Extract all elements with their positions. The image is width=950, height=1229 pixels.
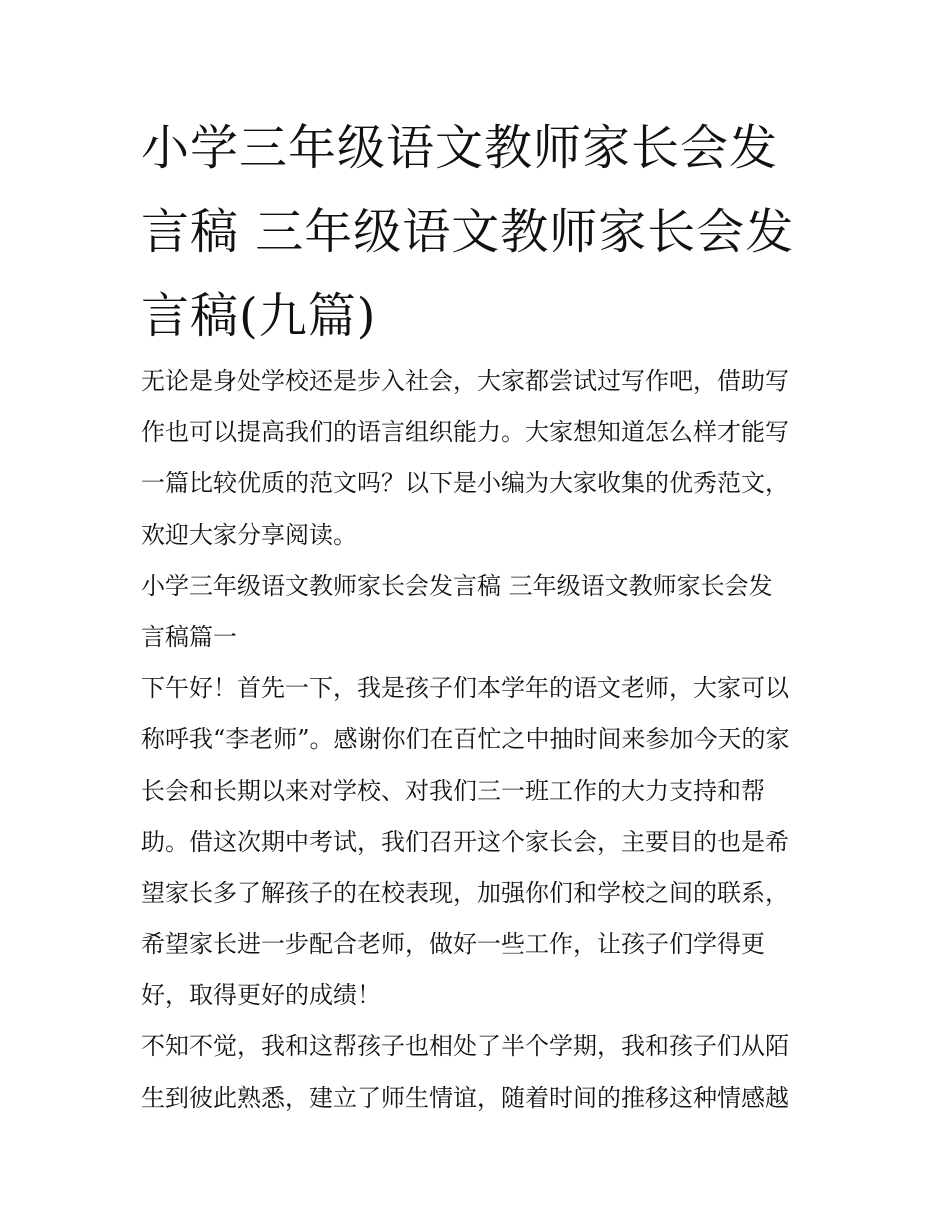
text-line: 无论是身处学校还是步入社会，大家都尝试过写作吧，借助写: [141, 367, 789, 395]
text-line: 望家长多了解孩子的在校表现，加强你们和学校之间的联系，: [141, 878, 789, 907]
intro-paragraph: [141, 356, 821, 561]
text-line: 欢迎大家分享阅读。: [141, 520, 357, 549]
title-line: 言稿(九篇): [141, 288, 377, 344]
text-line: 言稿篇一: [141, 622, 237, 651]
text-line: 生到彼此熟悉，建立了师生情谊，随着时间的推移这种情感越: [141, 1083, 789, 1112]
section-heading: [141, 561, 821, 663]
text-line: 作也可以提高我们的语言组织能力。大家想知道怎么样才能写: [141, 418, 789, 447]
title-line: 小学三年级语文教师家长会发: [141, 120, 779, 176]
text-line: 助。借这次期中考试，我们召开这个家长会，主要目的也是希: [141, 827, 789, 856]
title-line: 言稿 三年级语文教师家长会发: [141, 204, 795, 260]
text-line: 希望家长进一步配合老师，做好一些工作，让孩子们学得更: [141, 930, 765, 959]
text-line: 长会和长期以来对学校、对我们三一班工作的大力支持和帮: [141, 776, 765, 805]
document-title: [141, 106, 821, 358]
body-paragraph: [141, 663, 821, 1021]
text-line: 好，取得更好的成绩！: [141, 981, 381, 1010]
text-line: 称呼我“李老师”。感谢你们在百忙之中抽时间来参加今天的家: [141, 725, 790, 754]
body-paragraph: [141, 1021, 821, 1123]
text-line: 小学三年级语文教师家长会发言稿 三年级语文教师家长会发: [141, 571, 773, 600]
text-line: 一篇比较优质的范文吗？以下是小编为大家收集的优秀范文，: [141, 469, 789, 498]
document-body: [141, 356, 821, 1124]
text-line: 下午好！首先一下，我是孩子们本学年的语文老师，大家可以: [141, 674, 789, 703]
text-line: 不知不觉，我和这帮孩子也相处了半个学期，我和孩子们从陌: [141, 1032, 789, 1061]
